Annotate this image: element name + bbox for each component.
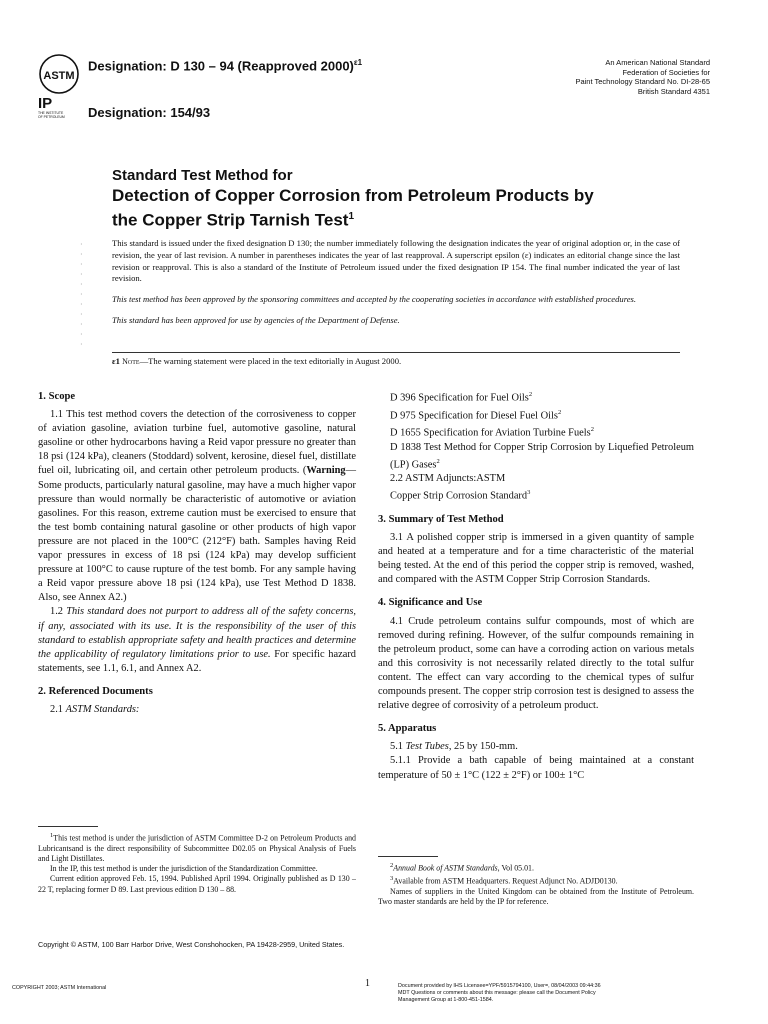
footnotes-right	[378, 856, 694, 907]
adjunct-text: Copper Strip Corrosion Standard	[390, 490, 528, 502]
footnote-2	[378, 861, 694, 874]
national-standard-block	[575, 58, 710, 96]
footnote-2-rest: , Vol 05.01.	[497, 863, 534, 873]
paragraph-2-1-italic: ASTM Standards:	[65, 703, 140, 715]
astm-logo-text: ASTM	[43, 70, 75, 82]
reference-text: D 1655 Specification for Aviation Turbine Fuels	[390, 427, 591, 439]
footnote-1-text: This test method is under the jurisdiction of ASTM Committee D-2 on Petroleum Products and Lubricantsand is the direct responsibility of Subcommittee D02.05 on Physical Analysis of Fuels and Light Distillates.	[38, 833, 356, 864]
footer-license-line: Management Group at 1-800-451-1584.	[398, 997, 494, 1003]
reference-item	[378, 441, 694, 473]
section-heading-scope: 1. Scope	[38, 391, 76, 402]
paragraph-1-2-rest: For specific hazard statements, see 1.1, 6.1, and Annex A2.	[38, 648, 356, 674]
footnote-1	[38, 831, 356, 864]
section-heading-referenced-documents: 2. Referenced Documents	[38, 685, 153, 697]
paragraph-1-1-warning-text: —Some products, particularly natural gasoline, may have a much higher vapor pressure than would normally be characteristic of automotive or aviation gasolines. For this reason, extreme caution must be exercised to ensure that the test bomb containing natural gasoline or other products of high vapor pressure are not placed in the 100°C (212°F) bath. Samples having Reid vapor pressures in excess of 18 psi (124 kPa) may develop sufficient pressure at 100°C to cause rupture of the test bomb. For any sample having a Reid vapor pressure above 18 psi (124 kPa), use Test Method D 1838. Also, see Annex A2.)	[38, 465, 356, 604]
note-label: Note	[122, 357, 140, 366]
right-column	[378, 388, 694, 783]
margin-dots-decoration: · · · · · · · · · · ·	[80, 240, 83, 349]
reference-footnote-marker: 2	[436, 457, 440, 465]
reference-footnote-marker: 2	[557, 408, 562, 416]
reference-item	[378, 423, 694, 441]
title-line-2: Detection of Copper Corrosion from Petroleum Products by	[112, 186, 594, 205]
footer-license-line: MDT Questions or comments about this message: please call the Document Policy	[398, 990, 596, 996]
national-standard-line: Federation of Societies for	[622, 67, 710, 77]
left-column	[38, 390, 356, 717]
footer-copyright-small: COPYRIGHT 2003; ASTM International	[12, 985, 107, 991]
footnote-3-suppliers: Names of suppliers in the United Kingdom can be obtained from the Institute of Petroleum. Two master standards are held by the IP for reference.	[378, 886, 694, 906]
title-line-3	[112, 206, 652, 231]
paragraph-2-2: 2.2 ASTM Adjuncts:ASTM	[390, 473, 506, 485]
paragraph-5-1	[378, 740, 694, 754]
footnote-1-edition: Current edition approved Feb. 15, 1994. Published April 1994. Originally published as D 130 – 22 T, replacing former D 89. Last previous edition D 130 – 88.	[38, 874, 356, 894]
national-standard-line: British Standard 4351	[637, 86, 710, 96]
national-standard-line: An American National Standard	[605, 58, 710, 67]
footnote-2-italic: Annual Book of ASTM Standards	[393, 863, 498, 873]
note-text: —The warning statement were placed in the text editorially in August 2000.	[139, 356, 402, 366]
footnote-rule	[38, 826, 98, 827]
designation-secondary: Designation: 154/93	[88, 105, 211, 120]
note-epsilon: ε1	[112, 356, 120, 366]
footnote-3-text: Available from ASTM Headquarters. Request Adjunct No. ADJD0130.	[393, 876, 618, 886]
reference-footnote-marker: 2	[590, 426, 594, 434]
paragraph-4-1: 4.1 Crude petroleum contains sulfur compounds, most of which are removed during refining. However, of the sulfur compounds remaining in the petroleum product, some can have a corroding action on various metals and this corrosivity is not necessarily related directly to the total sulfur content. The effect can vary according to the chemical types of sulfur compounds present. The copper strip corrosion test is designed to assess the relative degree of corrosivity of a petroleum product.	[378, 615, 694, 712]
designation-epsilon: ε1	[353, 58, 363, 67]
editorial-note	[112, 352, 680, 366]
adjunct-footnote-marker: 3	[527, 489, 531, 497]
paragraph-5-1-rest: , 25 by 150-mm.	[448, 741, 518, 753]
title-line-1: Standard Test Method for	[112, 167, 293, 184]
national-standard-line: Paint Technology Standard No. DI-28-65	[575, 77, 710, 87]
footnote-1-ip: In the IP, this test method is under the jurisdiction of the Standardization Committee.	[50, 864, 318, 874]
paragraph-2-1	[38, 703, 356, 717]
footnote-rule	[378, 856, 438, 857]
intro-block	[112, 238, 680, 336]
reference-text: D 975 Specification for Diesel Fuel Oils	[390, 410, 558, 422]
footer-license-notice	[398, 983, 738, 1004]
footer-license-line: Document provided by IHS Licensee=YPF/5915794100, User=, 08/04/2003 09:44:36	[398, 983, 601, 989]
section-heading-summary: 3. Summary of Test Method	[378, 514, 504, 525]
section-heading-apparatus: 5. Apparatus	[378, 723, 437, 735]
paragraph-1-2-num: 1.2	[50, 606, 67, 618]
paragraph-1-1	[38, 408, 356, 605]
designation-primary	[88, 58, 362, 73]
footnote-3-marker: 3	[390, 874, 394, 882]
designation-primary-text: Designation: D 130 – 94 (Reapproved 2000)	[88, 58, 354, 74]
paragraph-5-1-num: 5.1	[390, 741, 406, 753]
title-footnote-ref: 1	[348, 211, 355, 222]
footnotes-left	[38, 826, 356, 895]
page-number: 1	[365, 978, 370, 989]
reference-footnote-marker: 2	[528, 391, 533, 398]
copyright-line: Copyright © ASTM, 100 Barr Harbor Drive, West Conshohocken, PA 19428-2959, United States.	[38, 940, 345, 949]
paragraph-1-1-text: 1.1 This test method covers the detection of the corrosiveness to copper of aviation gasoline, aviation turbine fuel, automotive gasoline, natural gasoline or other hydrocarbons having a Reid vapor pressure no greater than 18 psi (124 kPa), cleaners (Stoddard) solvent, kerosine, diesel fuel, distillate fuel oil, lubricating oil, and certain other petroleum products. (	[38, 409, 356, 477]
ip-logo-text: IP	[38, 95, 53, 112]
reference-item	[378, 406, 694, 424]
intro-dod-paragraph: This standard has been approved for use by agencies of the Department of Defense.	[112, 314, 400, 325]
paragraph-2-1-num: 2.1	[50, 703, 66, 715]
footnote-1-marker: 1	[50, 832, 54, 839]
footnote-2-marker: 2	[390, 862, 394, 869]
reference-item	[378, 388, 694, 406]
reference-text: D 396 Specification for Fuel Oils	[390, 392, 529, 404]
paragraph-1-2	[38, 605, 356, 675]
reference-text: D 1838 Test Method for Copper Strip Corrosion by Liquefied Petroleum (LP) Gases	[390, 441, 694, 471]
title-line-3-text: the Copper Strip Tarnish Test	[112, 210, 349, 230]
document-title	[112, 166, 652, 231]
intro-paragraph: This standard is issued under the fixed designation D 130; the number immediately following the designation indicates the year of original adoption or, in the case of revision, the year of last revision. A number in parentheses indicates the year of last reapproval. A superscript epsilon (ε) indicates an editorial change since the last revision or reapproval. This is also a standard of the Institute of Petroleum issued under the fixed designation IP 154. The final number indicated the year of last revision.	[112, 238, 680, 284]
paragraph-1-2-italic: This standard does not purport to address all of the safety concerns, if any, associated with its use. It is the responsibility of the user of this standard to establish appropriate safety and health practices and determine the applicability of regulatory limitations prior to use.	[38, 606, 356, 660]
paragraph-5-1-1: 5.1.1 Provide a bath capable of being maintained at a constant temperature of 50 ± 1°C (122 ± 2°F) or 100± 1°C	[378, 755, 694, 781]
warning-label: Warning	[306, 465, 346, 477]
astm-logo	[38, 52, 80, 96]
footnote-3	[378, 874, 694, 887]
section-heading-significance: 4. Significance and Use	[378, 597, 483, 609]
paragraph-3-1: 3.1 A polished copper strip is immersed in a given quantity of sample and heated at a temperature and for a time characteristic of the material being tested. At the end of this period the copper strip is removed, washed, and compared with the ASTM Copper Strip Corrosion Standards.	[378, 532, 694, 586]
ip-logo-subtext: THE INSTITUTE OF PETROLEUM	[38, 111, 65, 119]
adjunct-item	[378, 486, 694, 504]
ip-logo	[38, 96, 78, 124]
paragraph-5-1-italic: Test Tubes	[405, 741, 449, 753]
intro-approval-paragraph: This test method has been approved by the sponsoring committees and accepted by the cooperating societies in accordance with established procedures.	[112, 294, 637, 305]
